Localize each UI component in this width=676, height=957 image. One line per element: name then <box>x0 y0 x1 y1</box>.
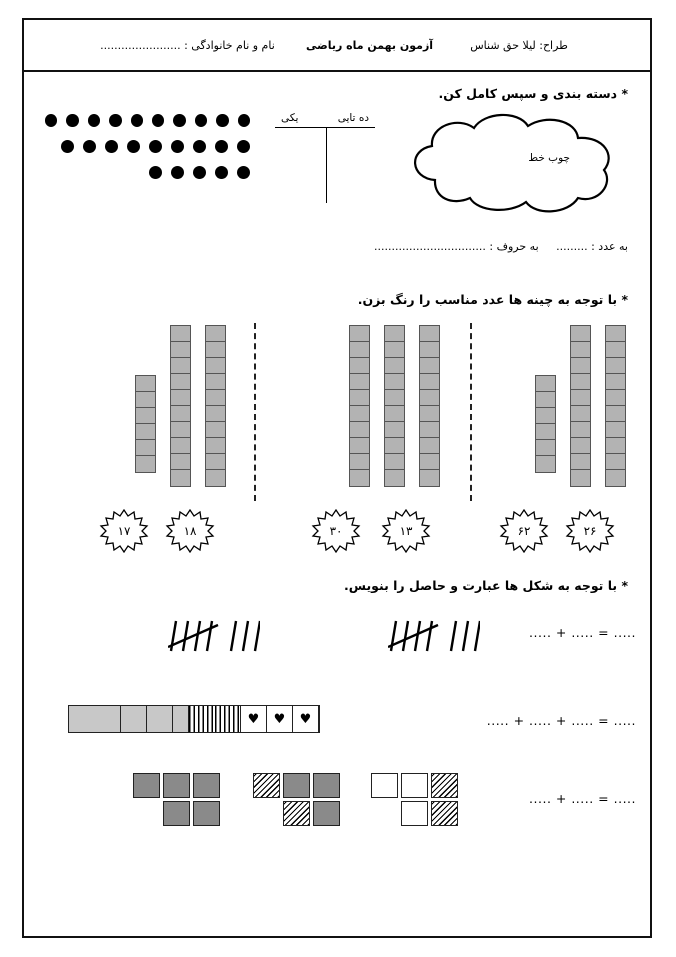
rod <box>135 375 156 473</box>
heart-icon: ♥ <box>293 706 319 732</box>
zigzag-cell <box>215 706 241 732</box>
chart-horizontal-rule <box>275 127 375 128</box>
worksheet-page <box>22 18 652 938</box>
equation-blank[interactable]: ..... + ..... = ..... <box>529 625 636 640</box>
rod <box>570 325 591 487</box>
section1-answer-line[interactable] <box>198 240 628 253</box>
dot-array <box>45 114 250 192</box>
heart-icon: ♥ <box>241 706 267 732</box>
number-badge[interactable]: ۱۸ <box>164 509 216 553</box>
rod-group-3 <box>135 325 226 487</box>
student-name-dots: ....................... <box>100 38 181 52</box>
dot-row <box>45 140 250 153</box>
squares-row <box>24 767 650 847</box>
number-badge[interactable]: ۳۰ <box>310 509 362 553</box>
section2-prompt: * با توجه به چینه ها عدد مناسب را رنگ بزن. <box>357 292 628 307</box>
page-header <box>24 20 650 72</box>
section1-prompt: * دسته بندی و سپس کامل کن. <box>438 86 628 101</box>
tally-group <box>168 617 260 655</box>
answer-word-label: به حروف : ................................ <box>374 240 539 253</box>
rod <box>419 325 440 487</box>
rods-area <box>24 319 650 538</box>
tally-group <box>388 617 480 655</box>
square-group-3 <box>362 773 458 826</box>
student-name-label: نام و نام خانوادگی : <box>184 38 275 52</box>
number-badge[interactable]: ۶۲ <box>498 509 550 553</box>
pattern-strip <box>188 705 320 733</box>
rod-group-1 <box>535 325 626 487</box>
number-badge[interactable]: ۲۶ <box>564 509 616 553</box>
chart-vertical-rule <box>326 127 327 203</box>
rod <box>384 325 405 487</box>
cloud-icon <box>400 110 630 220</box>
gray-strip <box>68 705 200 733</box>
student-name-field[interactable] <box>38 39 275 52</box>
cloud-shape[interactable] <box>400 110 630 220</box>
tens-label: ده تایی <box>337 112 369 124</box>
place-value-chart[interactable] <box>275 112 375 212</box>
answer-number-label: به عدد : ......... <box>556 240 628 253</box>
rod <box>605 325 626 487</box>
square-group-1 <box>124 773 220 826</box>
heart-icon: ♥ <box>267 706 293 732</box>
number-badges <box>24 509 650 559</box>
ones-label: یکی <box>281 112 299 124</box>
author-label: طراح: لیلا حق شناس <box>470 38 568 52</box>
rod <box>535 375 556 473</box>
section-rods <box>24 282 650 572</box>
rod <box>349 325 370 487</box>
section-grouping <box>24 72 650 282</box>
equation-blank[interactable]: ..... + ..... + ..... = ..... <box>486 713 636 728</box>
section-expressions <box>24 572 650 882</box>
rod-group-2 <box>349 325 440 487</box>
dot-row <box>45 166 250 179</box>
rod <box>170 325 191 487</box>
group-divider <box>254 323 256 501</box>
number-badge[interactable]: ۱۳ <box>380 509 432 553</box>
square-group-2 <box>244 773 340 826</box>
number-badge[interactable]: ۱۷ <box>98 509 150 553</box>
cloud-label: چوب خط <box>528 152 570 164</box>
exam-title: آزمون بهمن ماه ریاضی <box>305 38 434 52</box>
tally-row <box>24 609 650 695</box>
equation-blank[interactable]: ..... + ..... = ..... <box>529 791 636 806</box>
rod <box>205 325 226 487</box>
section3-prompt: * با توجه به شکل ها عبارت و حاصل را بنویس. <box>344 578 628 593</box>
dot-row <box>45 114 250 127</box>
strip-row <box>24 695 650 767</box>
zigzag-cell <box>189 706 215 732</box>
group-divider <box>470 323 472 501</box>
